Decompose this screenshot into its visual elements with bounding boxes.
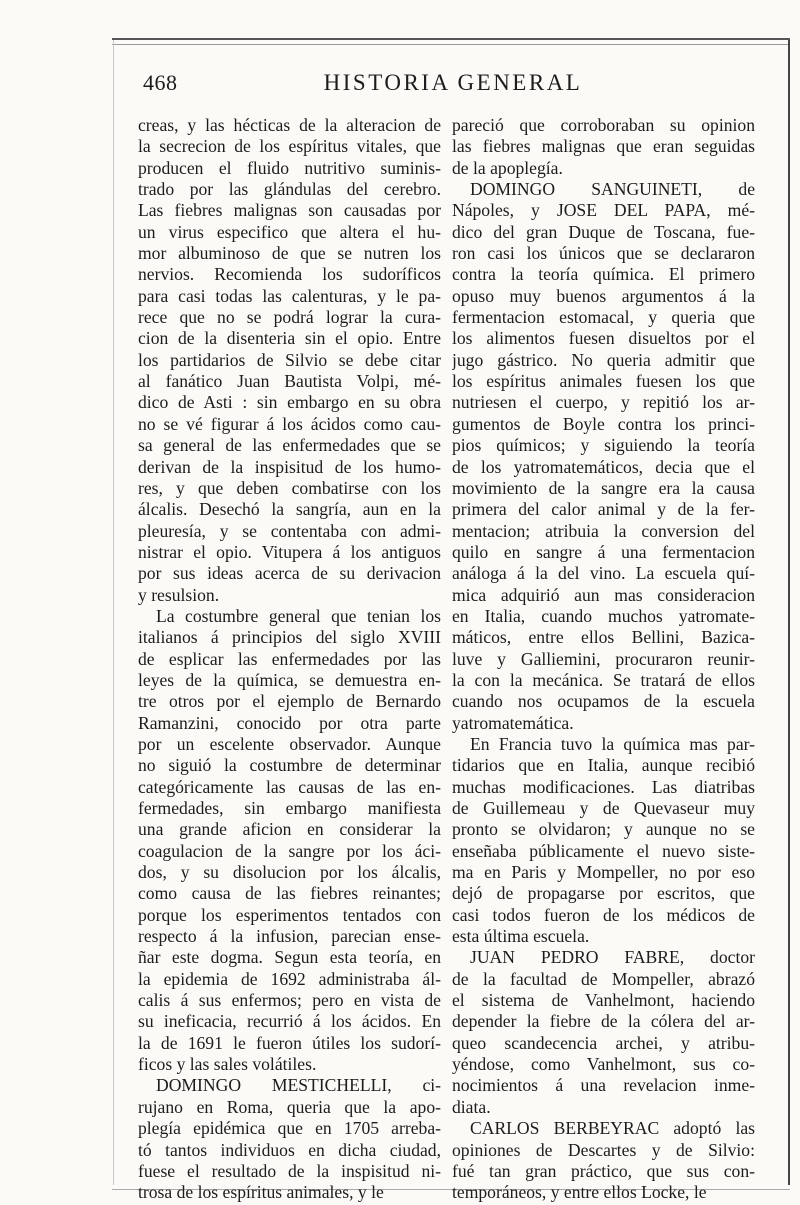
text-line: de esplicar las enfermedades por las	[138, 648, 441, 669]
text-line: Nápoles, y JOSE DEL PAPA, mé-	[452, 200, 755, 221]
text-line: nutriesen el cuerpo, y repitió los ar-	[452, 392, 755, 413]
text-line: queo scandecencia archei, y atribu-	[452, 1032, 755, 1053]
text-line: enseñaba públicamente el nuevo siste-	[452, 840, 755, 861]
text-line: por sus ideas acerca de su derivacion	[138, 563, 441, 584]
text-line: de Guillemeau y de Quevaseur muy	[452, 798, 755, 818]
text-line: nervios. Recomienda los sudoríficos	[138, 264, 441, 285]
text-line: de la apoplegía.	[452, 157, 563, 178]
text-line: italianos á principios del siglo XVIII	[138, 627, 441, 648]
page-frame-left-edge	[113, 40, 114, 1185]
text-line: dico del gran Duque de Toscana, fue-	[452, 221, 755, 242]
text-line: casi todos fueron de los médicos de	[452, 904, 755, 925]
text-line: nocimientos á una revelacion inme-	[452, 1075, 755, 1096]
text-line: los alimentos fuesen disueltos por el	[452, 328, 755, 349]
text-line: movimiento de la sangre era la causa	[452, 477, 755, 498]
text-line: Las fiebres malignas son causadas por	[138, 200, 441, 221]
text-line: fermedades, sin embargo manifiesta	[138, 798, 441, 818]
text-line: JUAN PEDRO FABRE, doctor	[470, 947, 755, 968]
text-line: de la facultad de Mompeller, abrazó	[452, 968, 755, 989]
text-line: ficos y las sales volátiles.	[138, 1054, 317, 1075]
text-line: muchas modificaciones. Las diatribas	[452, 776, 755, 797]
text-line: esta última escuela.	[452, 926, 590, 947]
text-line: la con la mecánica. Se tratará de ellos	[452, 669, 755, 690]
text-line: calis á sus enfermos; pero en vista de	[138, 990, 441, 1011]
text-line: Ramanzini, conocido por otra parte	[138, 712, 441, 733]
text-line: leyes de la química, se demuestra en-	[138, 669, 441, 690]
text-line: por un escelente observador. Aunque	[138, 733, 441, 754]
text-line: pios químicos; y siguiendo la teoría	[452, 435, 755, 456]
text-line: fuese el resultado de la inspisitud ni-	[138, 1160, 441, 1181]
text-line: para casi todas las calenturas, y le pa-	[138, 285, 441, 306]
page-frame-right-edge	[788, 40, 790, 1185]
page-frame-top-rule	[112, 38, 790, 40]
text-line: la secrecion de los espíritus vitales, que	[138, 136, 441, 157]
text-line: pleuresía, y se contentaba con admi-	[138, 520, 441, 541]
text-line: máticos, entre ellos Bellini, Bazica-	[452, 627, 755, 648]
running-header	[143, 70, 763, 100]
text-line: el sistema de Vanhelmont, haciendo	[452, 990, 755, 1011]
text-line: respecto á la infusion, parecian ense-	[138, 926, 441, 947]
page-number: 468	[143, 70, 178, 95]
text-line: tre otros por el ejemplo de Bernardo	[138, 691, 441, 712]
text-line: las fiebres malignas que eran seguidas	[452, 136, 755, 157]
text-line: primera del calor animal y de la fer-	[452, 499, 755, 520]
text-line: pronto se olvidaron; y aunque no se	[452, 819, 755, 840]
text-line: yéndose, como Vanhelmont, sus co-	[452, 1054, 755, 1075]
text-line: categóricamente las causas de las en-	[138, 776, 441, 797]
text-line: creas, y las hécticas de la alteracion de	[138, 115, 441, 135]
text-line: yatromatemática.	[452, 712, 574, 733]
text-line: rece que no se podrá lograr la cura-	[138, 307, 441, 328]
text-line: una grande aficion en considerar la	[138, 819, 441, 840]
text-line: dos, y su disolucion por los álcalis,	[138, 862, 441, 883]
text-line: jugo gástrico. No queria admitir que	[452, 349, 755, 370]
text-line: contra la teoría química. El primero	[452, 264, 755, 285]
text-line: ron casi los únicos que se declararon	[452, 243, 755, 264]
text-line: La costumbre general que tenian los	[156, 605, 441, 626]
text-line: tó tantos individuos en dicha ciudad,	[138, 1139, 441, 1160]
text-line: los espíritus animales fuesen los que	[452, 371, 755, 392]
text-line: depender la fiebre de la cólera del ar-	[452, 1011, 755, 1032]
text-line: derivan de la inspisitud de los humo-	[138, 456, 441, 477]
text-line: álcalis. Desechó la sangría, aun en la	[138, 499, 441, 520]
text-line: como causa de las fiebres reinantes;	[138, 883, 441, 904]
running-title: HISTORIA GENERAL	[323, 70, 583, 95]
text-line: y resulsion.	[138, 584, 220, 605]
text-line: opiniones de Descartes y de Silvio:	[452, 1139, 755, 1160]
text-line: los partidarios de Silvio se debe citar	[138, 349, 441, 370]
text-line: dico de Asti : sin embargo en su obra	[138, 392, 441, 413]
text-line: nistrar el opio. Vitupera á los antiguos	[138, 541, 441, 562]
text-line: plegía epidémica que en 1705 arreba-	[138, 1118, 441, 1139]
text-line: un virus especifico que altera el hu-	[138, 221, 441, 242]
text-line: diata.	[452, 1096, 491, 1117]
text-line: ñar este dogma. Segun esta teoría, en	[138, 947, 441, 968]
text-line: res, y que deben combatirse con los	[138, 477, 441, 498]
text-line: gumentos de Boyle contra los princi-	[452, 413, 755, 434]
text-line: rujano en Roma, queria que la apo-	[138, 1096, 441, 1117]
text-line: luve y Galliemini, procuraron reunir-	[452, 648, 755, 669]
text-line: cion de la disenteria sin el opio. Entre	[138, 328, 441, 349]
text-line: la epidemia de 1692 administraba ál-	[138, 968, 441, 989]
text-line: mentacion; atribuia la conversion del	[452, 520, 755, 541]
text-line: mica adquirió aun mas consideracion	[452, 584, 755, 605]
text-line: análoga á la del vino. La escuela quí-	[452, 563, 755, 584]
left-column	[138, 115, 441, 1204]
text-line: mor albuminoso de que se nutren los	[138, 243, 441, 264]
text-line: de los yatromatemáticos, decia que el	[452, 456, 755, 477]
text-line: quilo en sangre á una fermentacion	[452, 541, 755, 562]
text-line: temporáneos, y entre ellos Locke, le	[452, 1182, 707, 1203]
text-line: dejó de propagarse por escritos, que	[452, 883, 755, 904]
text-line: porque los esperimentos tentados con	[138, 904, 441, 925]
text-line: trosa de los espíritus animales, y le	[138, 1182, 384, 1203]
text-line: la de 1691 le fueron útiles los sudorí-	[138, 1032, 441, 1053]
text-line: al fanático Juan Bautista Volpi, mé-	[138, 371, 441, 392]
page-frame-top-rule-thin	[112, 44, 790, 45]
text-line: no se vé figurar á los ácidos como cau-	[138, 413, 441, 434]
text-line: sa general de las enfermedades que se	[138, 435, 441, 456]
text-line: tidarios que en Italia, aunque recibió	[452, 755, 755, 776]
text-line: opuso muy buenos argumentos á la	[452, 285, 755, 306]
text-line: cuando nos ocupamos de la escuela	[452, 691, 755, 712]
text-line: CARLOS BERBEYRAC adoptó las	[470, 1118, 755, 1139]
text-line: en Italia, cuando muchos yatromate-	[452, 605, 755, 626]
text-line: En Francia tuvo la química mas par-	[470, 733, 755, 754]
text-line: su ineficacia, recurrió á los ácidos. En	[138, 1011, 441, 1032]
text-line: fué tan gran práctico, que sus con-	[452, 1160, 755, 1181]
text-line: trado por las glándulas del cerebro.	[138, 179, 441, 200]
text-line: producen el fluido nutritivo suminis-	[138, 157, 441, 178]
text-line: pareció que corroboraban su opinion	[452, 115, 755, 135]
text-line: coagulacion de la sangre por los áci-	[138, 840, 441, 861]
text-line: DOMINGO SANGUINETI, de	[470, 179, 755, 200]
text-line: no siguió la costumbre de determinar	[138, 755, 441, 776]
text-line: ma en Paris y Mompeller, no por eso	[452, 862, 755, 883]
text-line: fermentacion estomacal, y queria que	[452, 307, 755, 328]
text-line: DOMINGO MESTICHELLI, ci-	[156, 1075, 441, 1096]
right-column	[452, 115, 755, 1204]
